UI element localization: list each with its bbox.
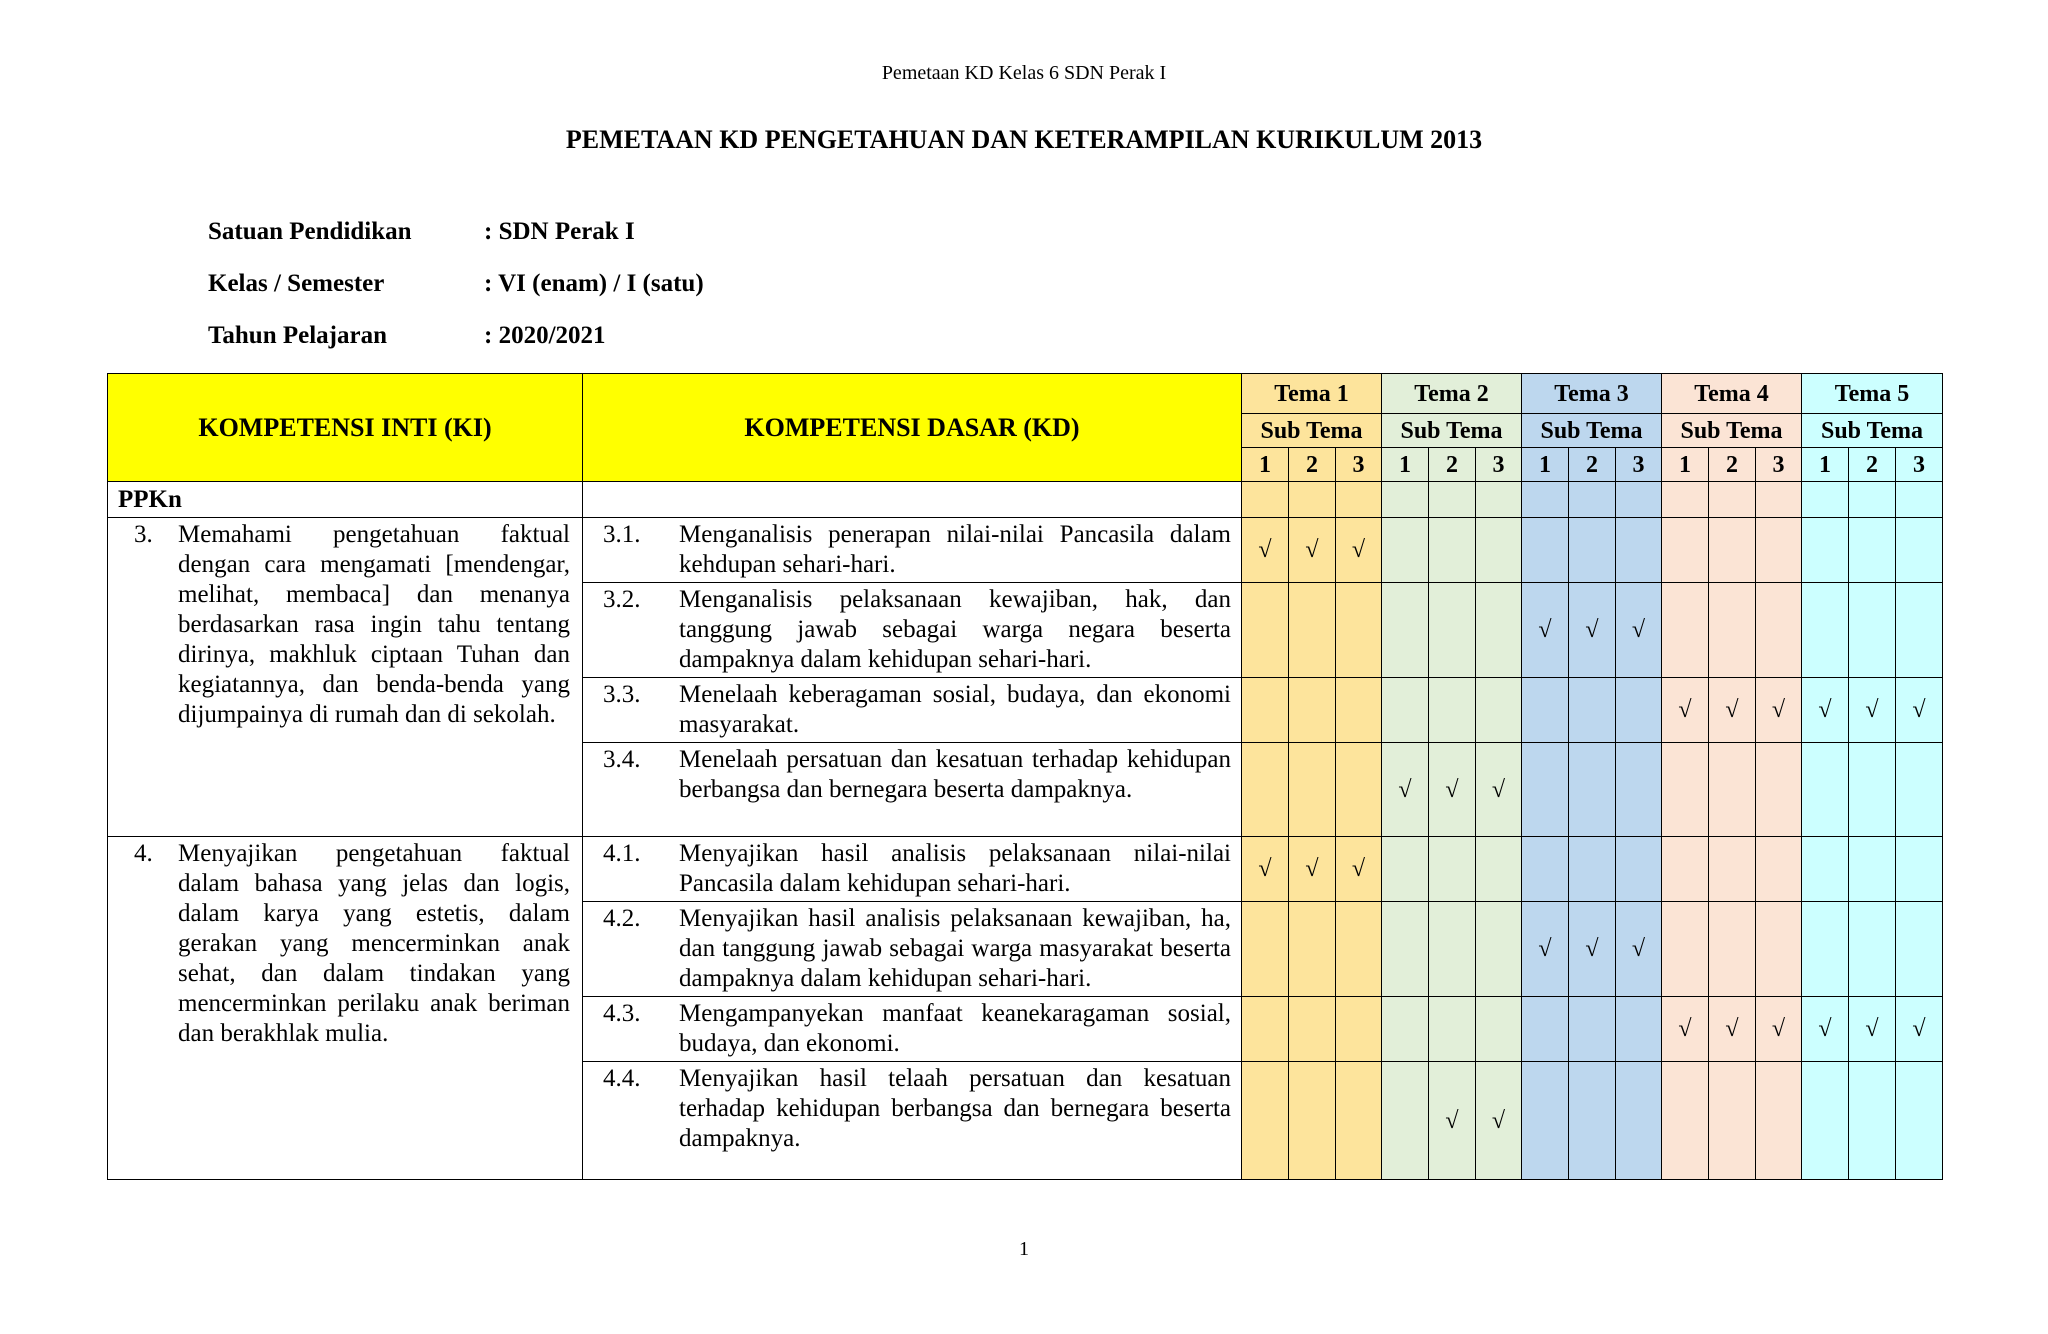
sub-tema-number: 3 [1616,448,1662,482]
check-cell [1569,482,1616,518]
kd-number: 3.1. [603,521,641,548]
check-cell [1616,997,1662,1062]
check-cell [1522,837,1569,902]
sub-tema-number: 3 [1756,448,1802,482]
check-mark-cell: √ [1429,743,1476,837]
kd-header: KOMPETENSI DASAR (KD) [583,374,1242,482]
check-cell [1662,518,1709,583]
kd-cell [583,837,1242,902]
check-mark-cell: √ [1242,837,1289,902]
sub-tema-number: 3 [1336,448,1382,482]
check-mark-cell: √ [1382,743,1429,837]
kd-number: 4.3. [603,1000,641,1027]
sub-tema-number: 2 [1709,448,1756,482]
check-cell [1616,518,1662,583]
check-cell [1242,482,1289,518]
check-cell [1382,482,1429,518]
check-cell [1336,997,1382,1062]
check-cell [1849,1062,1896,1180]
check-cell [1802,743,1849,837]
kd-cell [583,902,1242,997]
kd-text: Menelaah keberagaman sosial, budaya, dan ekonomi masyarakat. [679,681,1231,738]
check-cell [1569,1062,1616,1180]
check-mark-cell: √ [1522,902,1569,997]
check-cell [1476,583,1522,678]
kd-text: Menelaah persatuan dan kesatuan terhadap kehidupan berbangsa dan bernegara beserta dampaknya. [679,746,1231,803]
check-cell [1336,902,1382,997]
check-cell [1662,1062,1709,1180]
check-cell [1476,482,1522,518]
document-title: PEMETAAN KD PENGETAHUAN DAN KETERAMPILAN KURIKULUM 2013 [565,125,1483,154]
check-cell [1896,902,1943,997]
check-mark-cell: √ [1289,518,1336,583]
check-cell [1709,837,1756,902]
kd-cell [583,518,1242,583]
check-cell [1802,1062,1849,1180]
check-cell [1896,482,1943,518]
kd-row [108,837,1943,902]
sub-tema-header: Sub Tema [1522,414,1662,448]
check-cell [1522,743,1569,837]
check-cell [1662,837,1709,902]
kd-number: 3.4. [603,746,641,773]
check-cell [1336,743,1382,837]
check-cell [1849,482,1896,518]
check-mark-cell: √ [1709,678,1756,743]
kd-number: 4.2. [603,905,641,932]
check-cell [1662,743,1709,837]
check-cell [1476,678,1522,743]
check-mark-cell: √ [1476,1062,1522,1180]
check-cell [1522,518,1569,583]
kd-cell [583,997,1242,1062]
kd-number: 3.3. [603,681,641,708]
info-label: Satuan Pendidikan [208,218,412,245]
check-cell [1709,518,1756,583]
check-cell [1896,837,1943,902]
check-cell [1429,837,1476,902]
check-cell [1336,583,1382,678]
check-cell [1289,997,1336,1062]
check-mark-cell: √ [1476,743,1522,837]
info-label: Tahun Pelajaran [208,322,387,349]
check-cell [1802,583,1849,678]
check-cell [1429,518,1476,583]
check-cell [1289,902,1336,997]
check-cell [1709,743,1756,837]
ki-number: 4. [134,840,153,867]
check-mark-cell: √ [1616,902,1662,997]
check-cell [1289,743,1336,837]
check-mark-cell: √ [1896,997,1943,1062]
check-mark-cell: √ [1336,837,1382,902]
sub-tema-number: 1 [1662,448,1709,482]
subject-kd-cell [583,482,1242,518]
kd-number: 3.2. [603,586,641,613]
kd-text: Menyajikan hasil analisis pelaksanaan kewajiban, ha, dan tanggung jawab sebagai warga masyarakat beserta dampaknya dalam kehidupan sehari-hari. [679,905,1231,992]
tema-3-header: Tema 3 [1522,374,1662,414]
check-mark-cell: √ [1802,678,1849,743]
check-cell [1569,997,1616,1062]
check-cell [1849,583,1896,678]
check-cell [1569,743,1616,837]
check-cell [1382,678,1429,743]
check-mark-cell: √ [1662,678,1709,743]
check-cell [1662,902,1709,997]
check-cell [1429,997,1476,1062]
kd-text: Menganalisis penerapan nilai-nilai Pancasila dalam kehdupan sehari-hari. [679,521,1231,578]
kd-cell [583,1062,1242,1180]
sub-tema-number: 2 [1289,448,1336,482]
check-cell [1756,583,1802,678]
check-mark-cell: √ [1849,678,1896,743]
check-cell [1242,743,1289,837]
kd-cell [583,743,1242,837]
page-header: Pemetaan KD Kelas 6 SDN Perak I [881,62,1167,84]
check-mark-cell: √ [1709,997,1756,1062]
tema-4-header: Tema 4 [1662,374,1802,414]
check-cell [1709,482,1756,518]
kd-number: 4.4. [603,1065,641,1092]
kd-text: Menyajikan hasil analisis pelaksanaan nilai-nilai Pancasila dalam kehidupan sehari-hari. [679,840,1231,897]
check-cell [1756,518,1802,583]
sub-tema-number: 2 [1569,448,1616,482]
kd-number: 4.1. [603,840,641,867]
check-cell [1429,678,1476,743]
kd-cell [583,678,1242,743]
check-mark-cell: √ [1662,997,1709,1062]
check-cell [1522,678,1569,743]
sub-tema-number: 1 [1242,448,1289,482]
check-cell [1662,583,1709,678]
check-cell [1896,583,1943,678]
check-cell [1616,678,1662,743]
check-cell [1802,518,1849,583]
check-cell [1849,518,1896,583]
check-cell [1896,518,1943,583]
ki-number: 3. [134,521,153,548]
check-mark-cell: √ [1756,678,1802,743]
check-cell [1242,1062,1289,1180]
check-cell [1476,997,1522,1062]
ki-cell [108,518,583,837]
check-cell [1756,1062,1802,1180]
check-mark-cell: √ [1616,583,1662,678]
check-cell [1382,902,1429,997]
check-cell [1756,482,1802,518]
check-cell [1476,902,1522,997]
check-cell [1709,1062,1756,1180]
subject-label: PPKn [108,482,583,518]
check-cell [1569,678,1616,743]
check-mark-cell: √ [1849,997,1896,1062]
check-cell [1382,518,1429,583]
sub-tema-header: Sub Tema [1382,414,1522,448]
check-cell [1242,902,1289,997]
sub-tema-number: 1 [1522,448,1569,482]
check-cell [1289,678,1336,743]
check-cell [1616,743,1662,837]
check-cell [1756,902,1802,997]
check-cell [1382,997,1429,1062]
sub-tema-number: 2 [1429,448,1476,482]
check-cell [1242,997,1289,1062]
check-cell [1662,482,1709,518]
check-cell [1849,902,1896,997]
check-cell [1289,583,1336,678]
tema-5-header: Tema 5 [1802,374,1943,414]
info-value: : 2020/2021 [484,322,606,349]
ki-text: Memahami pengetahuan faktual dengan cara mengamati [mendengar, melihat, membaca] dan menanya berdasarkan rasa ingin tahu tentang dirinya, makhluk ciptaan Tuhan dan kegiatannya, dan benda-benda yang dijumpainya di rumah dan di sekolah. [178,521,570,728]
check-cell [1896,1062,1943,1180]
kd-text: Menganalisis pelaksanaan kewajiban, hak, dan tanggung jawab sebagai warga negara beserta dampaknya dalam kehidupan sehari-hari. [679,586,1231,673]
check-cell [1289,482,1336,518]
check-cell [1709,902,1756,997]
check-cell [1569,518,1616,583]
check-mark-cell: √ [1429,1062,1476,1180]
check-cell [1896,743,1943,837]
sub-tema-header: Sub Tema [1242,414,1382,448]
check-cell [1242,583,1289,678]
tema-2-header: Tema 2 [1382,374,1522,414]
ki-text: Menyajikan pengetahuan faktual dalam bahasa yang jelas dan logis, dalam karya yang estetis, dalam gerakan yang mencerminkan anak sehat, dan dalam tindakan yang mencerminkan perilaku anak beriman dan berakhlak mulia. [178,840,570,1047]
check-cell [1849,743,1896,837]
kd-row [108,518,1943,583]
sub-tema-number: 2 [1849,448,1896,482]
sub-tema-number: 1 [1382,448,1429,482]
check-mark-cell: √ [1802,997,1849,1062]
check-cell [1569,837,1616,902]
sub-tema-number: 1 [1802,448,1849,482]
sub-tema-header: Sub Tema [1662,414,1802,448]
check-cell [1382,583,1429,678]
info-value: : VI (enam) / I (satu) [484,270,704,297]
sub-tema-number: 3 [1896,448,1943,482]
check-cell [1522,1062,1569,1180]
check-mark-cell: √ [1289,837,1336,902]
check-cell [1382,837,1429,902]
sub-tema-header: Sub Tema [1802,414,1943,448]
info-label: Kelas / Semester [208,270,385,297]
kd-mapping-table [107,373,1943,1180]
check-cell [1429,902,1476,997]
check-mark-cell: √ [1569,902,1616,997]
check-cell [1802,837,1849,902]
check-mark-cell: √ [1242,518,1289,583]
check-cell [1709,583,1756,678]
check-cell [1802,902,1849,997]
kd-cell [583,583,1242,678]
check-mark-cell: √ [1896,678,1943,743]
check-mark-cell: √ [1569,583,1616,678]
check-cell [1476,837,1522,902]
check-cell [1336,678,1382,743]
check-cell [1756,837,1802,902]
check-mark-cell: √ [1336,518,1382,583]
check-cell [1802,482,1849,518]
check-cell [1336,1062,1382,1180]
check-cell [1429,482,1476,518]
check-cell [1289,1062,1336,1180]
check-cell [1756,743,1802,837]
info-value: : SDN Perak I [484,218,635,245]
ki-cell [108,837,583,1180]
check-cell [1242,678,1289,743]
check-cell [1522,997,1569,1062]
check-cell [1522,482,1569,518]
check-cell [1849,837,1896,902]
check-cell [1616,1062,1662,1180]
check-cell [1616,482,1662,518]
check-cell [1382,1062,1429,1180]
check-cell [1429,583,1476,678]
check-cell [1336,482,1382,518]
page-number: 1 [1019,1238,1029,1260]
check-mark-cell: √ [1756,997,1802,1062]
tema-1-header: Tema 1 [1242,374,1382,414]
ki-header: KOMPETENSI INTI (KI) [108,374,583,482]
kd-text: Menyajikan hasil telaah persatuan dan kesatuan terhadap kehidupan berbangsa dan bernegara beserta dampaknya. [679,1065,1231,1152]
check-cell [1616,837,1662,902]
sub-tema-number: 3 [1476,448,1522,482]
check-cell [1476,518,1522,583]
check-mark-cell: √ [1522,583,1569,678]
kd-text: Mengampanyekan manfaat keanekaragaman sosial, budaya, dan ekonomi. [679,1000,1231,1057]
